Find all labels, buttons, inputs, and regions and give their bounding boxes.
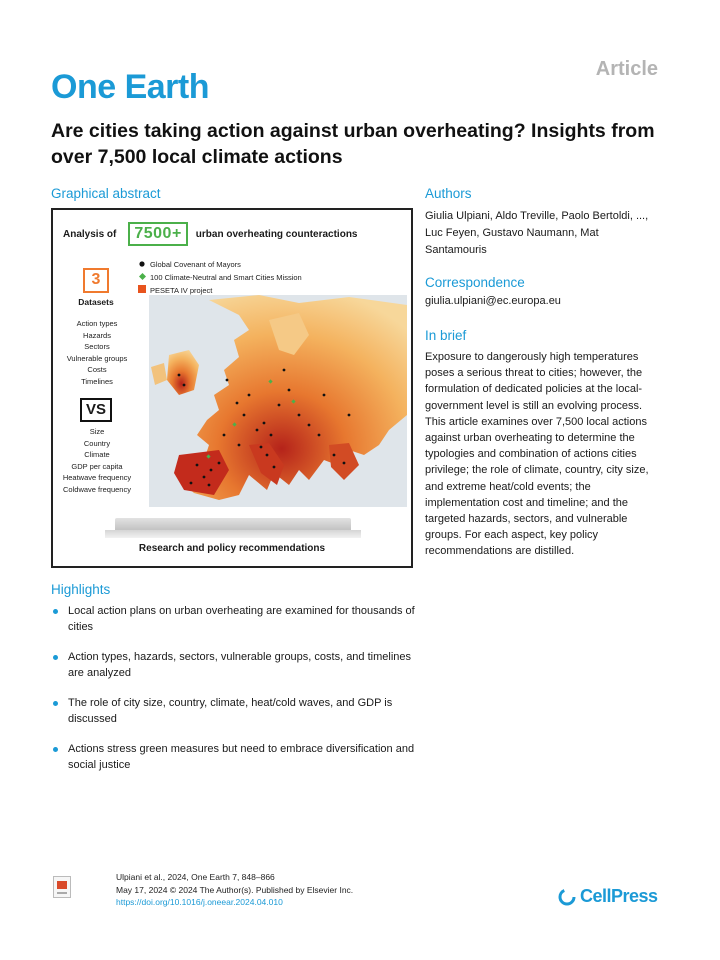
map-platform-shadow — [105, 530, 361, 538]
correspondence-email[interactable]: giulia.ulpiani@ec.europa.eu — [425, 295, 561, 307]
square-marker-icon — [137, 284, 147, 297]
document-thumbnail-icon — [53, 876, 71, 898]
aspect-item: Timelines — [81, 376, 113, 386]
aspect-item: Vulnerable groups — [66, 353, 128, 363]
bullet-icon — [53, 747, 58, 752]
dot-marker-icon — [137, 258, 147, 271]
factor-item: Country — [83, 438, 111, 448]
journal-name[interactable]: One Earth — [51, 68, 209, 106]
aspect-item: Sectors — [84, 342, 110, 351]
highlight-item: Actions stress green measures but need to embrace diversification and social justice — [51, 741, 416, 773]
europe-heat-map — [149, 295, 407, 507]
highlights-list — [51, 603, 416, 787]
diamond-marker-icon — [137, 271, 147, 284]
factors-list — [61, 426, 133, 495]
recommendations-label: Research and policy recommendations — [138, 543, 326, 554]
doi-link[interactable]: https://doi.org/10.1016/j.oneear.2024.04.010 — [116, 897, 283, 907]
article-title: Are cities taking action against urban overheating? Insights from over 7,500 local climate actions — [51, 120, 655, 168]
in-brief-text: Exposure to dangerously high temperatures poses a serious threat to cities; however, the formulation of dedicated policies at the local-government level is still an evolving process. This article examines over 7,500 local actions against urban overheating to determine the typologies and combination of actions cities privilege; the role of climate, country, city size, and extreme heat/cold events; the implementation cost and timeline; and the targeted hazards, sectors, and vulnerable groups. For each aspect, key policy recommendations are distilled. — [425, 351, 649, 558]
aspects-list — [61, 318, 133, 387]
correspondence-heading: Correspondence — [425, 275, 525, 290]
factor-item: GDP per capita — [71, 461, 123, 471]
aspect-item: Hazards — [83, 330, 111, 340]
publisher-name: CellPress — [580, 886, 658, 906]
datasets-count-badge: 3 — [83, 268, 109, 293]
in-brief-heading: In brief — [425, 328, 467, 343]
highlight-item: Action types, hazards, sectors, vulnerable groups, costs, and timelines are analyzed — [51, 649, 416, 681]
legend-item: Global Covenant of Mayors — [137, 258, 302, 271]
actions-count-badge: 7500+ — [128, 222, 187, 246]
highlights-heading: Highlights — [51, 582, 111, 597]
aspect-item: Action types — [76, 319, 118, 328]
citation-footer — [116, 871, 353, 909]
aspect-item: Costs — [87, 365, 107, 374]
legend-item: 100 Climate-Neutral and Smart Cities Mission — [137, 271, 302, 284]
factor-item: Size — [89, 427, 105, 436]
dataset-legend — [137, 258, 302, 297]
factor-item: Coldwave frequency — [63, 484, 131, 494]
analysis-suffix: urban overheating counteractions — [195, 228, 358, 240]
analysis-prefix: Analysis of — [63, 228, 117, 240]
cellpress-logo-icon — [558, 888, 576, 906]
factor-item: Heatwave frequency — [62, 473, 132, 482]
bullet-icon — [53, 655, 58, 660]
vs-badge: VS — [80, 398, 112, 422]
graphical-abstract-heading: Graphical abstract — [51, 186, 161, 201]
highlight-item: The role of city size, country, climate, heat/cold waves, and GDP is discussed — [51, 695, 416, 727]
cellpress-logo[interactable] — [558, 886, 658, 907]
datasets-label: Datasets — [78, 297, 114, 307]
highlight-item: Local action plans on urban overheating are examined for thousands of cities — [51, 603, 416, 635]
factor-item: Climate — [84, 450, 110, 459]
authors-list: Giulia Ulpiani, Aldo Treville, Paolo Bertoldi, ..., Luc Feyen, Gustavo Naumann, Mat Santamouris — [425, 210, 649, 256]
bullet-icon — [53, 609, 58, 614]
bullet-icon — [53, 701, 58, 706]
article-type-label: Article — [595, 58, 658, 80]
legend-item: PESETA IV project — [137, 284, 302, 297]
publication-date-license: May 17, 2024 © 2024 The Author(s). Published by Elsevier Inc. — [116, 884, 354, 895]
analysis-banner — [63, 222, 403, 246]
citation: Ulpiani et al., 2024, One Earth 7, 848–866 — [116, 872, 275, 882]
authors-heading: Authors — [425, 186, 472, 201]
graphical-abstract — [51, 208, 413, 568]
